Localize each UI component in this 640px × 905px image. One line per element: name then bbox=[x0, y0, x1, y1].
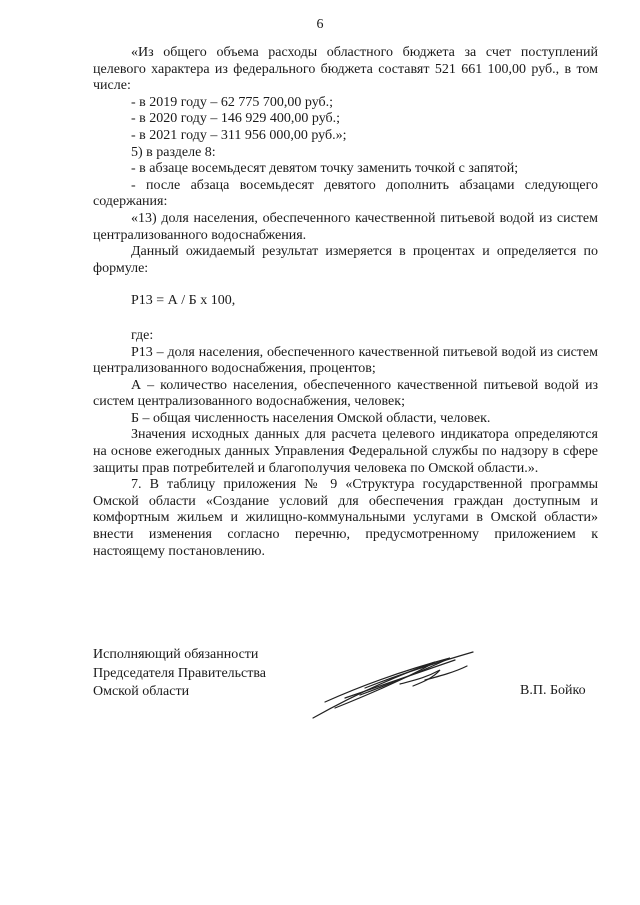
document-body bbox=[93, 45, 598, 560]
paragraph-budget-intro: «Из общего объема расходы областного бюджета за счет поступлений целевого характера из федерального бюджета составят 521 661 100,00 руб., в том числе: bbox=[93, 45, 598, 94]
signatory-name: В.П. Бойко bbox=[520, 683, 586, 698]
formula: Р13 = А / Б х 100, bbox=[131, 293, 236, 309]
paragraph-2021: - в 2021 году – 311 956 000,00 руб.»; bbox=[131, 127, 347, 143]
signatory-title bbox=[93, 646, 266, 702]
paragraph-section-8: 5) в разделе 8: bbox=[131, 144, 216, 160]
paragraph-def-a: А – количество населения, обеспеченного качественной питьевой водой из систем централизованного водоснабжения, человек; bbox=[93, 377, 598, 410]
paragraph-where: где: bbox=[131, 327, 154, 343]
signatory-title-line: Председателя Правительства bbox=[93, 665, 267, 681]
paragraph-measure: Данный ожидаемый результат измеряется в процентах и определяется по формуле: bbox=[93, 244, 598, 276]
paragraph-def-p13: Р13 – доля населения, обеспеченного качественной питьевой водой из систем централизованного водоснабжения, процентов; bbox=[93, 344, 598, 377]
paragraph-2020: - в 2020 году – 146 929 400,00 руб.; bbox=[131, 111, 341, 127]
signatory-title-line: Омской области bbox=[93, 684, 190, 699]
paragraph-2019: - в 2019 году – 62 775 700,00 руб.; bbox=[131, 94, 334, 110]
paragraph-def-b: Б – общая численность населения Омской области, человек. bbox=[131, 410, 491, 426]
handwritten-signature bbox=[305, 640, 480, 725]
paragraph-data-source: Значения исходных данных для расчета целевого индикатора определяются на основе ежегодных данных Управления Федеральной службы по надзору в сфере защиты прав потребителей и благополучия человека по Омской области.». bbox=[93, 427, 598, 476]
paragraph-replace-dot: - в абзаце восемьдесят девятом точку заменить точкой с запятой; bbox=[131, 161, 519, 177]
paragraph-item-7: 7. В таблицу приложения № 9 «Структура государственной программы Омской области «Создание условий для обеспечения граждан доступным и комфортным жильем и жилищно-коммунальными услугами в Омской области» внести изменения согласно перечню, предусмотренному приложением к настоящему постановлению. bbox=[93, 477, 598, 559]
paragraph-add-paragraphs: - после абзаца восемьдесят девятого дополнить абзацами следующего содержания: bbox=[93, 177, 598, 210]
page-number: 6 bbox=[316, 17, 324, 32]
signatory-title-line: Исполняющий обязанности bbox=[93, 647, 259, 662]
paragraph-indicator-13: «13) доля населения, обеспеченного качественной питьевой водой из систем централизованного водоснабжения. bbox=[93, 210, 598, 243]
